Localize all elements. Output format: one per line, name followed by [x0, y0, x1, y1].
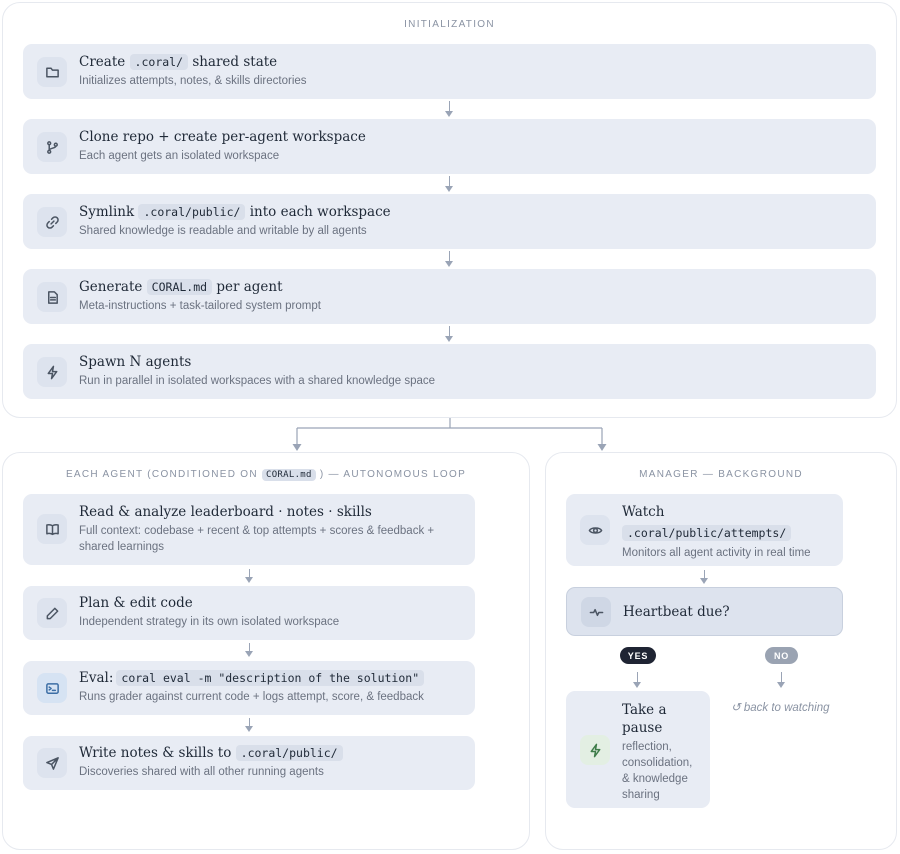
flow-arrow	[245, 569, 255, 583]
step-title: Watch	[622, 504, 665, 520]
flow-arrow	[245, 643, 255, 657]
step-description: Meta-instructions + task-tailored system prompt	[79, 300, 321, 312]
step-title: Heartbeat due?	[623, 604, 730, 620]
step-title: Spawn N agents	[79, 354, 192, 370]
book-icon	[37, 514, 67, 544]
yes-badge: YES	[620, 647, 656, 664]
step-title: Clone repo + create per-agent workspace	[79, 129, 366, 145]
pencil-icon	[37, 598, 67, 628]
step-description: Independent strategy in its own isolated workspace	[79, 616, 340, 628]
step-description: Each agent gets an isolated workspace	[79, 150, 280, 162]
no-badge: NO	[765, 647, 798, 664]
flow-arrow	[633, 672, 643, 688]
code-snippet: CORAL.md	[147, 279, 212, 295]
step-description: Full context: codebase + recent & top attempts + scores & feedback + shared learnings	[79, 525, 435, 553]
step-eval	[23, 661, 475, 715]
step-description: Runs grader against current code + logs attempt, score, & feedback	[79, 691, 424, 703]
split-arrow-left	[293, 444, 302, 451]
lightning-icon	[580, 735, 610, 765]
step-description: reflection, consolidation, & knowledge sharing	[622, 741, 693, 801]
eye-icon	[580, 515, 610, 545]
step-description: Shared knowledge is readable and writable by all agents	[79, 225, 367, 237]
step-read-analyze	[23, 494, 475, 565]
step-description: Monitors all agent activity in real time	[622, 547, 811, 559]
step-title: Read & analyze leaderboard · notes · skills	[79, 504, 372, 520]
code-snippet: CORAL.md	[262, 469, 316, 481]
initialization-title: INITIALIZATION	[404, 19, 495, 30]
step-watch	[566, 494, 843, 566]
code-snippet: .coral/	[130, 54, 188, 70]
step-title: Create .coral/ shared state	[79, 54, 278, 70]
agent-loop-title: EACH AGENT (CONDITIONED ON CORAL.md ) — AUTONOMOUS LOOP	[65, 469, 467, 480]
flow-arrow	[700, 570, 710, 584]
code-snippet: coral eval -m "description of the solution"	[116, 670, 424, 686]
flow-arrow	[245, 718, 255, 732]
code-snippet: .coral/public/attempts/	[622, 525, 791, 541]
split-arrow-right	[598, 444, 607, 451]
terminal-icon	[37, 673, 67, 703]
step-title: Take a pause	[622, 702, 667, 736]
pulse-icon	[581, 597, 611, 627]
step-take-pause	[566, 691, 710, 808]
step-title: Plan & edit code	[79, 595, 193, 611]
send-icon	[37, 748, 67, 778]
manager-title: MANAGER — BACKGROUND	[639, 469, 803, 480]
code-snippet: .coral/public/	[236, 745, 343, 761]
step-title: Eval: coral eval -m "description of the solution"	[79, 669, 461, 687]
split-connector	[297, 418, 602, 445]
step-title: Generate CORAL.md per agent	[79, 279, 283, 295]
step-description: Discoveries shared with all other running agents	[79, 766, 324, 778]
step-plan-edit	[23, 586, 475, 640]
heartbeat-decision	[566, 587, 843, 636]
step-description: Initializes attempts, notes, & skills directories	[79, 75, 307, 87]
step-title: Symlink .coral/public/ into each workspace	[79, 204, 391, 220]
code-snippet: .coral/public/	[138, 204, 245, 220]
back-to-watching-label: ↺ back to watching	[731, 702, 830, 714]
step-write-notes	[23, 736, 475, 790]
step-title: Write notes & skills to .coral/public/	[79, 744, 461, 762]
flow-arrow	[777, 672, 787, 688]
step-description: Run in parallel in isolated workspaces with a shared knowledge space	[79, 375, 436, 387]
